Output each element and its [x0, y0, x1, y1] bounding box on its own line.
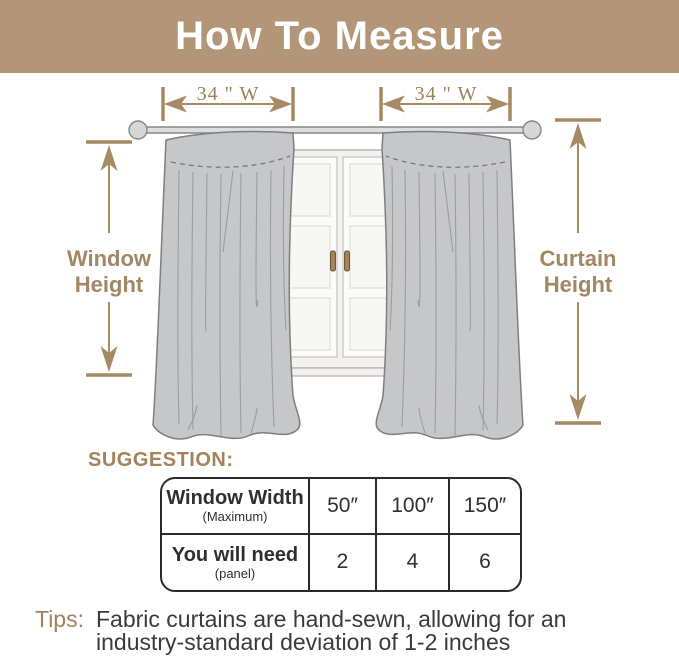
tips-note [35, 608, 566, 655]
tips-text [96, 608, 566, 655]
tips-label: Tips: [35, 606, 84, 632]
you-will-need-label: You will need [171, 543, 299, 566]
rod-finial-right [523, 121, 541, 139]
window-height-label-line2: Height [74, 272, 144, 297]
panel-suggestion-table [160, 477, 522, 592]
table-cell-panels-4 [377, 535, 450, 590]
curtain-panel-left [153, 131, 300, 438]
table-cell-width-50 [310, 479, 377, 535]
window-handle-left [331, 251, 336, 271]
window-width-label: Window Width [166, 487, 304, 510]
table-cell-width-150 [450, 479, 520, 535]
panel-sublabel: (panel) [214, 565, 256, 581]
window-height-label-line1: Window [66, 246, 152, 271]
rod-finial-left [129, 121, 147, 139]
curtain-panel-right [376, 131, 523, 438]
width-value-50: 50″ [327, 493, 358, 517]
width-label-left: 34 " W [196, 83, 260, 105]
table-cell-width-100 [377, 479, 450, 535]
table-header-you-will-need [162, 535, 310, 590]
window-handle-right [345, 251, 350, 271]
width-label-right: 34 " W [414, 83, 478, 105]
curtain-height-label-line1: Curtain [539, 246, 617, 271]
width-value-150: 150″ [463, 493, 507, 517]
panels-value-4: 4 [406, 550, 419, 574]
panels-value-6: 6 [479, 550, 491, 574]
window-width-sublabel: (Maximum) [202, 509, 268, 525]
table-cell-panels-2 [310, 535, 377, 590]
panels-value-2: 2 [336, 550, 349, 574]
tips-line2: industry-standard deviation of 1-2 inches [96, 629, 511, 656]
suggestion-heading: SUGGESTION: [88, 449, 234, 471]
curtain-height-label-line2: Height [543, 272, 613, 297]
width-value-100: 100″ [391, 493, 434, 517]
table-cell-panels-6 [450, 535, 520, 590]
page-title: How To Measure [175, 14, 504, 58]
tips-line1: Fabric curtains are hand-sewn, allowing for an [96, 606, 567, 632]
table-header-window-width [162, 479, 310, 535]
